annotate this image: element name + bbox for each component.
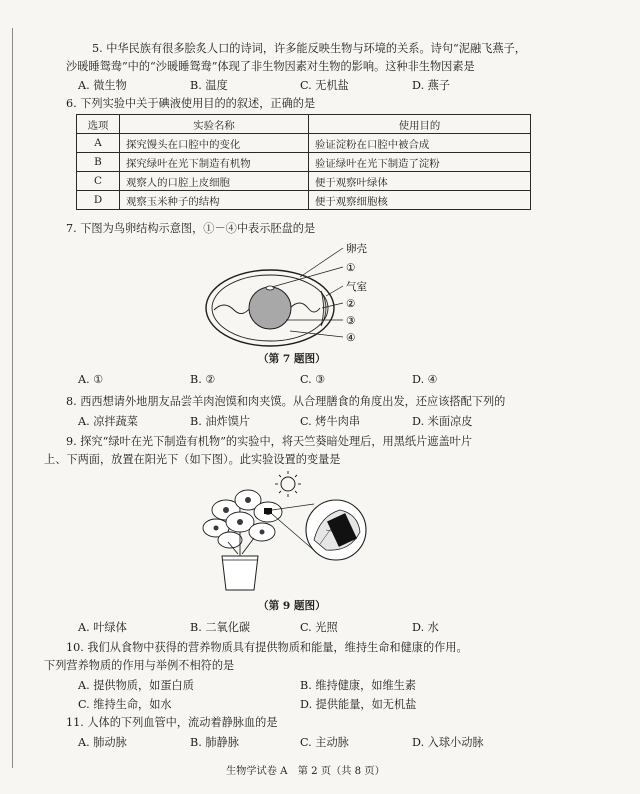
q10-line2: 下列营养物质的作用与举例不相符的是: [44, 659, 235, 672]
q9-option-a: A. 叶绿体: [78, 621, 127, 634]
q7-option-c: C. ③: [300, 373, 326, 386]
label-shell: 卵壳: [346, 243, 367, 255]
q8-option-c: C. 烤牛肉串: [300, 415, 361, 428]
header-experiment: 实验名称: [120, 115, 309, 134]
q8-stem: 8. 西西想请外地朋友品尝羊肉泡馍和肉夹馍。从合理膳食的角度出发，还应该搭配下列的: [66, 395, 506, 408]
label-3: ③: [346, 315, 356, 327]
table-row: [77, 191, 531, 210]
table-row: [77, 134, 531, 153]
header-option: 选项: [77, 115, 120, 134]
row-d-experiment: 观察玉米种子的结构: [120, 191, 309, 210]
q10-option-b: B. 维持健康，如维生素: [300, 679, 417, 692]
q11-option-c: C. 主动脉: [300, 736, 349, 749]
bird-egg-diagram: [200, 236, 380, 348]
row-c-purpose: 便于观察叶绿体: [309, 172, 531, 191]
q8-option-a: A. 凉拌蔬菜: [78, 415, 138, 428]
q10-option-c: C. 维持生命，如水: [78, 698, 172, 711]
label-1: ①: [346, 262, 356, 274]
chalaza-left: [214, 305, 250, 314]
q6-stem: 6. 下列实验中关于碘液使用目的的叙述，正确的是: [66, 97, 316, 110]
table-row: [77, 172, 531, 191]
q5-option-d: D. 燕子: [412, 79, 451, 92]
q10-line1: 10. 我们从食物中获得的营养物质具有提供物质和能量，维持生命和健康的作用。: [66, 641, 468, 654]
q8-option-d: D. 米面凉皮: [412, 415, 473, 428]
q5-line1: 5. 中华民族有很多脍炙人口的诗词，许多能反映生物与环境的关系。诗句“泥融飞燕子，: [92, 42, 526, 55]
header-purpose: 使用目的: [309, 115, 531, 134]
q9-line2: 上、下两面，放置在阳光下（如下图）。此实验设置的变量是: [44, 453, 341, 466]
leader-line-4: [290, 331, 343, 337]
black-paper-small: [264, 508, 272, 514]
sun-icon: [275, 471, 301, 497]
table-row: [77, 153, 531, 172]
q7-option-d: D. ④: [412, 373, 438, 386]
q7-option-a: A. ①: [78, 373, 104, 386]
q11-option-b: B. 肺静脉: [190, 736, 239, 749]
row-b-experiment: 探究绿叶在光下制造有机物: [120, 153, 309, 172]
air-chamber: [321, 291, 326, 326]
q9-option-b: B. 二氧化碳: [190, 621, 251, 634]
q5-option-c: C. 无机盐: [300, 79, 349, 92]
q5-line2: 沙暖睡鸳鸯”中的“沙暖睡鸳鸯”体现了非生物因素对生物的影响。这种非生物因素是: [66, 60, 475, 73]
table-header-row: [77, 115, 531, 134]
q11-option-a: A. 肺动脉: [78, 736, 127, 749]
q5-option-a: A. 微生物: [78, 79, 127, 92]
row-b-option: B: [77, 153, 120, 172]
q10-option-d: D. 提供能量，如无机盐: [300, 698, 417, 711]
flower-pot: [222, 556, 258, 590]
q9-option-d: D. 水: [412, 621, 439, 634]
row-a-experiment: 探究馒头在口腔中的变化: [120, 134, 309, 153]
row-c-option: C: [77, 172, 120, 191]
q9-caption: （第 9 题图）: [258, 600, 326, 612]
q9-option-c: C. 光照: [300, 621, 338, 634]
q7-stem: 7. 下图为鸟卵结构示意图，①－④中表示胚盘的是: [66, 222, 316, 235]
q6-table: [76, 114, 531, 210]
q7-option-b: B. ②: [190, 373, 216, 386]
page-footer: 生物学试卷 A 第 2 页（共 8 页）: [226, 766, 385, 777]
row-d-option: D: [77, 191, 120, 210]
row-c-experiment: 观察人的口腔上皮细胞: [120, 172, 309, 191]
q7-caption: （第 7 题图）: [258, 353, 326, 365]
row-b-purpose: 验证绿叶在光下制造了淀粉: [309, 153, 531, 172]
label-4: ④: [346, 332, 356, 344]
row-a-option: A: [77, 134, 120, 153]
leader-line-shell: [300, 248, 343, 277]
q10-option-a: A. 提供物质，如蛋白质: [78, 679, 194, 692]
q8-option-b: B. 油炸馍片: [190, 415, 251, 428]
geranium-experiment-figure: [190, 470, 430, 594]
q9-line1: 9. 探究“绿叶在光下制造有机物”的实验中，将天竺葵暗处理后，用黑纸片遮盖叶片: [66, 435, 473, 448]
egg-yolk: [249, 287, 291, 329]
leader-line-air: [326, 286, 343, 296]
row-d-purpose: 便于观察细胞核: [309, 191, 531, 210]
q11-stem: 11. 人体的下列血管中，流动着静脉血的是: [66, 716, 278, 729]
chalaza-right: [290, 303, 320, 312]
q11-option-d: D. 入球小动脉: [412, 736, 484, 749]
label-air-chamber: 气室: [346, 281, 367, 293]
row-a-purpose: 验证淀粉在口腔中被合成: [309, 134, 531, 153]
page-edge-line: [12, 28, 13, 768]
q5-option-b: B. 温度: [190, 79, 228, 92]
label-2: ②: [346, 298, 356, 310]
